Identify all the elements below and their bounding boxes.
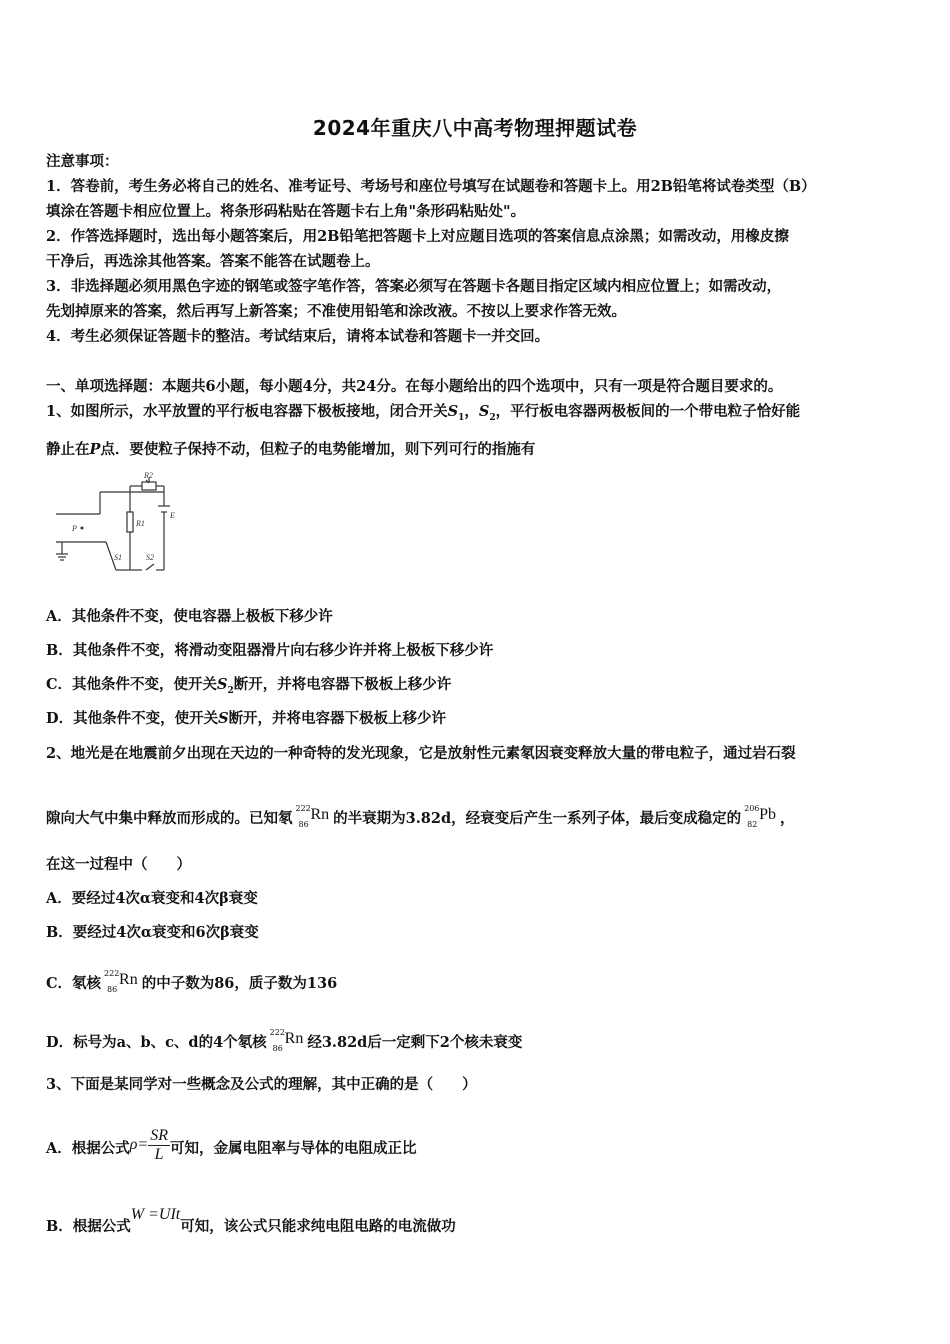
fig-label-r1: R1 — [136, 519, 145, 528]
section-heading: 一、单项选择题：本题共6小题，每小题4分，共24分。在每小题给出的四个选项中，只有一项是符合题目要求的。 — [46, 378, 783, 395]
fig-label-r2: R2 — [144, 471, 153, 480]
pb-isotope: 206 82 — [744, 804, 760, 829]
q3-option-a: A．根据公式ρ= $\frac{SR}{L}$ 可知，金属电阻率与导体的电阻成正比 — [46, 1125, 916, 1165]
fig-label-s1: S1 — [114, 553, 122, 562]
q2-stem-line1: 2、地光是在地震前夕出现在天边的一种奇特的发光现象，它是放射性元素氡因衰变释放大量的带电粒子，通过岩石裂 — [46, 745, 796, 762]
work-formula: W =UIt — [130, 1206, 181, 1223]
notice-line-6: 先划掉原来的答案，然后再写上新答案；不准使用铅笔和涂改液。不按以上要求作答无效。 — [46, 303, 626, 320]
notice-line-2: 填涂在答题卡相应位置上。将条形码粘贴在答题卡右上角"条形码粘贴处"。 — [46, 203, 526, 220]
notice-line-4: 干净后，再选涂其他答案。答案不能答在试题卷上。 — [46, 253, 380, 270]
q1-stem-line1: 1、如图所示，水平放置的平行板电容器下极板接地，闭合开关$S_1$，$S_2$，平行板电容器两极板间的一个带电粒子恰好能 — [46, 403, 801, 423]
circuit-diagram — [50, 470, 182, 582]
q1-option-d: D．其他条件不变，使开关S断开，并将电容器下极板上移少许 — [46, 710, 447, 727]
q3-stem: 3、下面是某同学对一些概念及公式的理解，其中正确的是（ ） — [46, 1076, 477, 1093]
notice-line-3: 2．作答选择题时，选出每小题答案后，用2B铅笔把答题卡上对应题目选项的答案信息点涂黑；如需改动，用橡皮擦 — [46, 228, 789, 245]
q1-option-b: B．其他条件不变，将滑动变阻器滑片向右移少许并将上极板下移少许 — [46, 642, 494, 659]
resistivity-formula: ρ= $\frac{SR}{L}$ — [129, 1126, 169, 1163]
q2-option-a: A．要经过4次α衰变和4次β衰变 — [46, 890, 258, 907]
fig-label-p: P — [72, 524, 77, 533]
q1-option-a: A．其他条件不变，使电容器上极板下移少许 — [46, 608, 333, 625]
q2-option-c: C．氡核 222 86 Rn 的中子数为86，质子数为136 — [46, 969, 338, 994]
rn-isotope: 222 86 — [295, 804, 311, 829]
notice-line-7: 4．考生必须保证答题卡的整洁。考试结束后，请将本试卷和答题卡一并交回。 — [46, 328, 550, 345]
q2-stem-line3: 在这一过程中（ ） — [46, 856, 191, 873]
q2-option-b: B．要经过4次α衰变和6次β衰变 — [46, 924, 259, 941]
q3-option-b: B．根据公式W =UIt可知，该公式只能求纯电阻电路的电流做功 — [46, 1200, 916, 1230]
page-title: 2024年重庆八中高考物理押题试卷 — [312, 116, 638, 140]
notice-line-1: 1．答卷前，考生务必将自己的姓名、准考证号、考场号和座位号填写在试题卷和答题卡上。用2B铅笔将试卷类型（B） — [46, 178, 816, 195]
fig-label-e: E — [170, 511, 175, 520]
fig-label-s2: S2 — [146, 553, 154, 562]
q2-stem-line2: 隙向大气中集中释放而形成的。已知氡 222 86 Rn 的半衰期为3.82d，经衰变后产生一系列子体，最后变成稳定的 206 82 Pb ， — [46, 804, 795, 829]
q1-option-c: C．其他条件不变，使开关$S_2$断开，并将电容器下极板上移少许 — [46, 676, 452, 696]
notice-line-5: 3．非选择题必须用黑色字迹的钢笔或签字笔作答，答案必须写在答题卡各题目指定区域内相应位置上；如需改动， — [46, 278, 782, 295]
q1-stem-line2: 静止在P点．要使粒子保持不动，但粒子的电势能增加，则下列可行的指施有 — [46, 441, 536, 458]
notice-heading: 注意事项： — [46, 153, 119, 170]
particle-dot — [81, 527, 84, 530]
q2-option-d: D．标号为a、b、c、d的4个氡核 222 86 Rn 经3.82d后一定剩下2个核未衰变 — [46, 1028, 523, 1053]
